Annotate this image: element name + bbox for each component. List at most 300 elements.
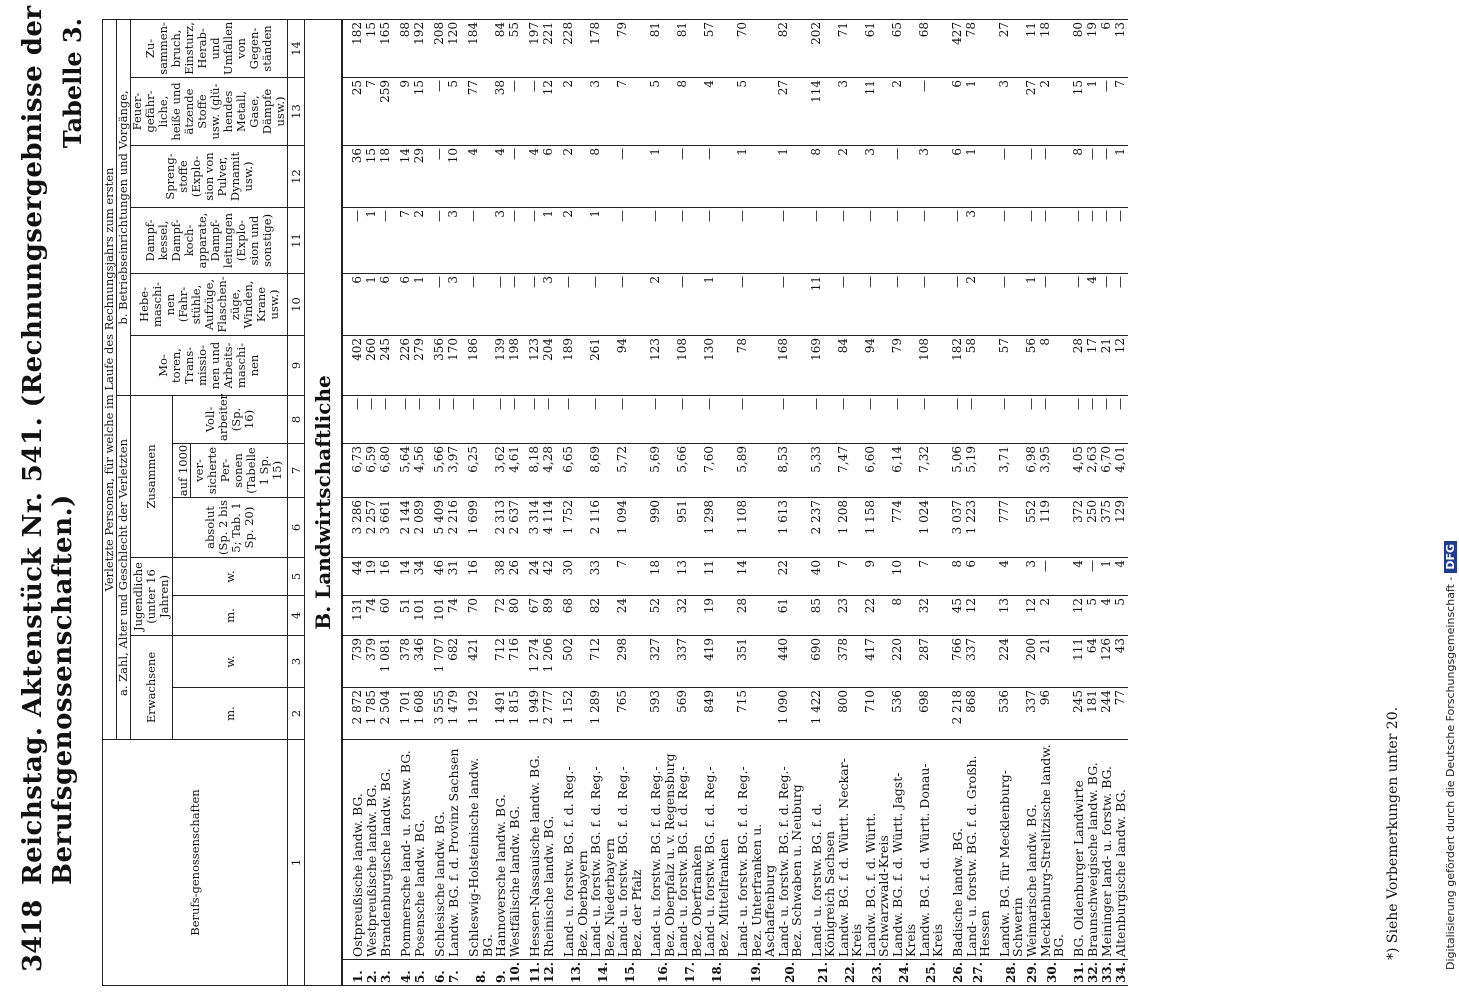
col-zusammenbruch: Zu-sammen-bruch, Einsturz, Herab- und Umfallen von Gegen-ständen: [131, 19, 288, 77]
column-number: 7: [288, 443, 305, 497]
table-row: [508, 19, 522, 985]
cell-c3: 220: [891, 635, 918, 687]
cell-c5: 22: [777, 557, 804, 595]
cell-c5: 42: [542, 557, 556, 595]
cell-c9: 94: [864, 335, 891, 395]
cell-c3: 682: [447, 635, 461, 687]
cell-c7: 7,32: [918, 443, 945, 497]
table-row: [864, 19, 891, 985]
cell-c6: 777: [992, 497, 1025, 557]
cell-c12: 2: [837, 145, 864, 207]
cell-c8: —: [891, 395, 918, 443]
row-name: Land- u. forstw. BG. f. d. Reg.-Bez. der Pfalz: [616, 739, 643, 959]
cell-c10: 1: [1025, 273, 1039, 335]
cell-c14: 81: [643, 19, 676, 77]
cell-c4: 22: [864, 595, 891, 635]
row-number: 30.: [1039, 960, 1066, 986]
cell-c9: 204: [542, 335, 556, 395]
cell-c4: 5: [1114, 595, 1128, 635]
table-row: [494, 19, 508, 985]
row-name: Land- u. forstw. BG. f. d. Reg.-Bez. Unterfranken u. Aschaffenburg: [730, 739, 777, 959]
row-name: Landw. BG. für Mecklenburg-Schwerin: [992, 739, 1025, 959]
cell-c5: 33: [589, 557, 616, 595]
cell-c8: —: [616, 395, 643, 443]
cell-c13: 114: [804, 77, 837, 145]
cell-c8: —: [393, 395, 413, 443]
cell-c5: 7: [837, 557, 864, 595]
cell-c9: 12: [1114, 335, 1128, 395]
cell-c14: 13: [1114, 19, 1128, 77]
cell-c7: 6,25: [461, 443, 494, 497]
cell-c3: 739: [342, 635, 365, 687]
cell-c7: 5,72: [616, 443, 643, 497]
cell-c7: 8,53: [777, 443, 804, 497]
cell-c14: 57: [703, 19, 730, 77]
cell-c14: 88: [393, 19, 413, 77]
row-number: 2.: [365, 960, 379, 986]
cell-c11: —: [508, 207, 522, 273]
cell-c5: 10: [891, 557, 918, 595]
col-jugendliche: Jugendliche (unter 16 Jahren): [131, 557, 173, 635]
row-number: 10.: [508, 960, 522, 986]
cell-c4: 4: [1100, 595, 1114, 635]
row-number: 34.: [1114, 960, 1128, 986]
col-absolut: absolut (Sp. 2 bis 5; Tab. 1 Sp. 20): [173, 497, 288, 557]
cell-c7: 6,59: [365, 443, 379, 497]
cell-c4: 8: [891, 595, 918, 635]
cell-c4: 131: [342, 595, 365, 635]
cell-c14: 65: [891, 19, 918, 77]
cell-c11: —: [643, 207, 676, 273]
cell-c3: 712: [494, 635, 508, 687]
cell-c5: 4: [992, 557, 1025, 595]
cell-c4: 82: [589, 595, 616, 635]
row-number: 13.: [556, 960, 589, 986]
cell-c12: —: [1100, 145, 1114, 207]
cell-c4: 101: [413, 595, 427, 635]
cell-c12: 4: [494, 145, 508, 207]
cell-c10: —: [461, 273, 494, 335]
row-name: Westfälische landw. BG.: [508, 739, 522, 959]
statistics-table: [102, 19, 1128, 986]
cell-c4: 61: [777, 595, 804, 635]
cell-c11: —: [1114, 207, 1128, 273]
cell-c7: 4,56: [413, 443, 427, 497]
cell-c10: —: [837, 273, 864, 335]
cell-c5: 30: [556, 557, 589, 595]
table-row: [1114, 19, 1128, 985]
row-name: Rheinische landw. BG.: [542, 739, 556, 959]
cell-c12: —: [508, 145, 522, 207]
row-name: Schlesische landw. BG.: [427, 739, 447, 959]
cell-c9: 260: [365, 335, 379, 395]
column-number: 2: [288, 687, 305, 739]
cell-c2: 536: [891, 687, 918, 739]
table-row: [945, 19, 965, 985]
cell-c13: —: [918, 77, 945, 145]
cell-c11: —: [1039, 207, 1066, 273]
col-vollarbeiter: Voll-arbeiter (Sp. 16): [173, 395, 288, 443]
cell-c10: 6: [342, 273, 365, 335]
cell-c12: 3: [918, 145, 945, 207]
cell-c5: 24: [522, 557, 542, 595]
row-number: 18.: [703, 960, 730, 986]
cell-c11: —: [992, 207, 1025, 273]
cell-c6: 1 208: [837, 497, 864, 557]
cell-c13: 77: [461, 77, 494, 145]
cell-c8: —: [1114, 395, 1128, 443]
column-number: 3: [288, 635, 305, 687]
cell-c2: 1 701: [393, 687, 413, 739]
table-row: [447, 19, 461, 985]
cell-c14: 178: [589, 19, 616, 77]
cell-c4: 2: [1039, 595, 1066, 635]
cell-c3: 766: [945, 635, 965, 687]
cell-c2: 337: [1025, 687, 1039, 739]
cell-c11: 3: [494, 207, 508, 273]
cell-c6: 2 637: [508, 497, 522, 557]
cell-c14: 81: [676, 19, 703, 77]
row-number: 33.: [1100, 960, 1114, 986]
cell-c12: —: [616, 145, 643, 207]
cell-c11: —: [777, 207, 804, 273]
cell-c5: 16: [461, 557, 494, 595]
cell-c10: —: [1039, 273, 1066, 335]
col-motoren: Mo-toren, Trans-missio-nen und Arbeits-maschi-nen: [131, 335, 288, 395]
col-zusammen: Zusammen: [131, 395, 173, 557]
col-versicherte-label: ver-sicherte Per-sonen (Tabelle 1 Sp. 15): [191, 446, 284, 495]
cell-c13: 25: [342, 77, 365, 145]
column-number: 10: [288, 273, 305, 335]
cell-c7: 5,33: [804, 443, 837, 497]
cell-c14: 208: [427, 19, 447, 77]
cell-c14: 192: [413, 19, 427, 77]
cell-c11: —: [703, 207, 730, 273]
cell-c9: 170: [447, 335, 461, 395]
cell-c12: —: [703, 145, 730, 207]
col-group-a: a. Zahl, Alter und Geschlecht der Verletzten: [117, 395, 131, 739]
cell-c8: —: [542, 395, 556, 443]
cell-c9: 130: [703, 335, 730, 395]
cell-c9: 182: [945, 335, 965, 395]
cell-c8: —: [522, 395, 542, 443]
cell-c11: —: [918, 207, 945, 273]
table-row: [804, 19, 837, 985]
cell-c9: 58: [965, 335, 992, 395]
cell-c14: 197: [522, 19, 542, 77]
cell-c5: 4: [1114, 557, 1128, 595]
table-row: [992, 19, 1025, 985]
cell-c6: 372: [1066, 497, 1086, 557]
table-row: [1025, 19, 1039, 985]
cell-c6: 4 114: [542, 497, 556, 557]
cell-c4: 5: [1086, 595, 1100, 635]
cell-c5: —: [1086, 557, 1100, 595]
cell-c8: —: [447, 395, 461, 443]
cell-c6: 2 116: [589, 497, 616, 557]
cell-c14: 18: [1039, 19, 1066, 77]
cell-c3: 111: [1066, 635, 1086, 687]
cell-c6: 1 108: [730, 497, 777, 557]
cell-c10: 3: [447, 273, 461, 335]
cell-c7: 8,69: [589, 443, 616, 497]
cell-c4: 60: [379, 595, 393, 635]
cell-c2: 1 815: [508, 687, 522, 739]
cell-c10: —: [777, 273, 804, 335]
row-number: 4.: [393, 960, 413, 986]
cell-c14: 165: [379, 19, 393, 77]
cell-c14: 427: [945, 19, 965, 77]
cell-c7: 5,66: [676, 443, 703, 497]
row-name: Land- u. forstw. BG. f. d. Königreich Sachsen: [804, 739, 837, 959]
cell-c9: 8: [1039, 335, 1066, 395]
row-number: 17.: [676, 960, 703, 986]
cell-c7: 6,14: [891, 443, 918, 497]
cell-c13: 7: [1114, 77, 1128, 145]
row-number: 5.: [413, 960, 427, 986]
cell-c10: 1: [703, 273, 730, 335]
cell-c10: —: [494, 273, 508, 335]
cell-c12: 6: [945, 145, 965, 207]
cell-c10: —: [427, 273, 447, 335]
cell-c14: 19: [1086, 19, 1100, 77]
cell-c5: 8: [945, 557, 965, 595]
table-row: [365, 19, 379, 985]
cell-c2: 1 289: [589, 687, 616, 739]
cell-c11: 3: [965, 207, 992, 273]
cell-c6: 3 661: [379, 497, 393, 557]
cell-c3: 419: [703, 635, 730, 687]
cell-c7: 6,73: [342, 443, 365, 497]
cell-c7: 6,80: [379, 443, 393, 497]
cell-c9: 139: [494, 335, 508, 395]
cell-c13: 3: [589, 77, 616, 145]
cell-c2: 2 218: [945, 687, 965, 739]
cell-c12: 14: [393, 145, 413, 207]
cell-c10: 2: [965, 273, 992, 335]
cell-c3: 1 707: [427, 635, 447, 687]
row-number: 6.: [427, 960, 447, 986]
table-row: [777, 19, 804, 985]
row-number: 16.: [643, 960, 676, 986]
cell-c4: 70: [461, 595, 494, 635]
cell-c10: —: [508, 273, 522, 335]
cell-c7: 4,61: [508, 443, 522, 497]
cell-c2: 2 504: [379, 687, 393, 739]
cell-c2: 1 785: [365, 687, 379, 739]
cell-c10: 4: [1086, 273, 1100, 335]
cell-c13: 3: [992, 77, 1025, 145]
table-row: [393, 19, 413, 985]
cell-c8: —: [777, 395, 804, 443]
col-jug-w: w.: [173, 557, 288, 595]
cell-c9: 78: [730, 335, 777, 395]
cell-c13: 6: [945, 77, 965, 145]
cell-c6: 3 314: [522, 497, 542, 557]
cell-c8: —: [461, 395, 494, 443]
cell-c2: 800: [837, 687, 864, 739]
row-number: 7.: [447, 960, 461, 986]
cell-c9: 17: [1086, 335, 1100, 395]
cell-c2: 536: [992, 687, 1025, 739]
cell-c4: 74: [365, 595, 379, 635]
cell-c7: 5,69: [643, 443, 676, 497]
cell-c11: 1: [365, 207, 379, 273]
cell-c12: 2: [556, 145, 589, 207]
row-name: Posensche landw. BG.: [413, 739, 427, 959]
cell-c9: 168: [777, 335, 804, 395]
table-row: [413, 19, 427, 985]
cell-c14: 78: [965, 19, 992, 77]
cell-c6: 2 089: [413, 497, 427, 557]
cell-c8: —: [965, 395, 992, 443]
cell-c9: 84: [837, 335, 864, 395]
cell-c5: —: [1039, 557, 1066, 595]
cell-c12: 4: [461, 145, 494, 207]
cell-c9: 108: [676, 335, 703, 395]
cell-c2: 1 192: [461, 687, 494, 739]
cell-c12: 1: [1114, 145, 1128, 207]
cell-c10: 3: [542, 273, 556, 335]
table-label: Tabelle 3.: [58, 18, 87, 149]
cell-c7: 3,95: [1039, 443, 1066, 497]
cell-c11: —: [342, 207, 365, 273]
cell-c10: —: [1100, 273, 1114, 335]
cell-c8: —: [494, 395, 508, 443]
cell-c4: 74: [447, 595, 461, 635]
cell-c13: 7: [365, 77, 379, 145]
row-number: 22.: [837, 960, 864, 986]
cell-c8: —: [730, 395, 777, 443]
cell-c12: —: [427, 145, 447, 207]
row-name: Land- u. forstw. BG. f. d. Reg.-Bez. Niederbayern: [589, 739, 616, 959]
cell-c12: 1: [730, 145, 777, 207]
cell-c4: 45: [945, 595, 965, 635]
cell-c9: 21: [1100, 335, 1114, 395]
row-number: 19.: [730, 960, 777, 986]
cell-c13: 9: [393, 77, 413, 145]
cell-c5: 18: [643, 557, 676, 595]
cell-c3: 337: [965, 635, 992, 687]
cell-c5: 38: [494, 557, 508, 595]
cell-c5: 46: [427, 557, 447, 595]
cell-c7: 2,63: [1086, 443, 1100, 497]
row-number: 14.: [589, 960, 616, 986]
cell-c2: 2 872: [342, 687, 365, 739]
column-number: 6: [288, 497, 305, 557]
row-name: Schleswig-Holsteinische landw. BG.: [461, 739, 494, 959]
cell-c11: —: [379, 207, 393, 273]
cell-c7: 6,65: [556, 443, 589, 497]
cell-c14: 27: [992, 19, 1025, 77]
cell-c6: 119: [1039, 497, 1066, 557]
cell-c8: —: [556, 395, 589, 443]
cell-c8: —: [864, 395, 891, 443]
cell-c12: 1: [643, 145, 676, 207]
cell-c3: 337: [676, 635, 703, 687]
cell-c13: 8: [676, 77, 703, 145]
cell-c3: 502: [556, 635, 589, 687]
row-name: Land- u. forstw. BG. f. d. Reg.-Bez. Oberfranken: [676, 739, 703, 959]
cell-c4: 52: [643, 595, 676, 635]
cell-c10: 6: [393, 273, 413, 335]
column-number: 11: [288, 207, 305, 273]
cell-c9: 402: [342, 335, 365, 395]
cell-c13: —: [522, 77, 542, 145]
cell-c8: —: [837, 395, 864, 443]
cell-c9: 79: [891, 335, 918, 395]
cell-c3: 327: [643, 635, 676, 687]
cell-c8: —: [918, 395, 945, 443]
cell-c4: 51: [393, 595, 413, 635]
cell-c14: 120: [447, 19, 461, 77]
cell-c11: —: [837, 207, 864, 273]
cell-c10: —: [1114, 273, 1128, 335]
table-row: [730, 19, 777, 985]
cell-c3: 287: [918, 635, 945, 687]
row-number: 29.: [1025, 960, 1039, 986]
cell-c13: 38: [494, 77, 508, 145]
cell-c11: 2: [556, 207, 589, 273]
cell-c4: 80: [508, 595, 522, 635]
cell-c4: 85: [804, 595, 837, 635]
cell-c6: 1 699: [461, 497, 494, 557]
cell-c7: 3,97: [447, 443, 461, 497]
footnote: *) Siehe Vorbemerkungen unter 20.: [1385, 706, 1401, 960]
cell-c14: 221: [542, 19, 556, 77]
cell-c4: 89: [542, 595, 556, 635]
cell-c2: 1 422: [804, 687, 837, 739]
cell-c11: 7: [393, 207, 413, 273]
cell-c14: 79: [616, 19, 643, 77]
col-hebemaschinen: Hebe-maschi-nen (Fahr-stühle, Aufzüge, Flaschen-züge, Winden, Krane usw.): [131, 273, 288, 335]
cell-c7: 5,64: [393, 443, 413, 497]
cell-c2: 765: [616, 687, 643, 739]
cell-c8: —: [1066, 395, 1086, 443]
row-name: Land- u. forstw. BG. f. d. Reg.-Bez. Oberpfalz u. v. Regensburg: [643, 739, 676, 959]
cell-c7: 5,66: [427, 443, 447, 497]
cell-c8: —: [945, 395, 965, 443]
cell-c13: 1: [965, 77, 992, 145]
cell-c3: 298: [616, 635, 643, 687]
row-name: Hessen-Nassauische landw. BG.: [522, 739, 542, 959]
table-row: [1100, 19, 1114, 985]
cell-c2: 698: [918, 687, 945, 739]
cell-c6: 2 257: [365, 497, 379, 557]
col-erwachsene: Erwachsene: [131, 635, 173, 739]
cell-c10: —: [522, 273, 542, 335]
cell-c11: 3: [447, 207, 461, 273]
cell-c12: —: [1039, 145, 1066, 207]
col-sprengstoffe: Spreng-stoffe (Explo-sion von Pulver, Dynamit usw.): [131, 145, 288, 207]
cell-c6: 1 094: [616, 497, 643, 557]
column-number: 8: [288, 395, 305, 443]
column-number: 13: [288, 77, 305, 145]
table-row: [965, 19, 992, 985]
cell-c3: 224: [992, 635, 1025, 687]
cell-c12: 29: [413, 145, 427, 207]
cell-c8: —: [342, 395, 365, 443]
cell-c13: 15: [1066, 77, 1086, 145]
cell-c9: 169: [804, 335, 837, 395]
col-berufsgenossenschaften: Berufs-genossenschaften: [103, 739, 288, 985]
cell-c14: 55: [508, 19, 522, 77]
row-number: 9.: [494, 960, 508, 986]
row-number: 28.: [992, 960, 1025, 986]
cell-c12: —: [676, 145, 703, 207]
cell-c6: 2 216: [447, 497, 461, 557]
cell-c14: 228: [556, 19, 589, 77]
